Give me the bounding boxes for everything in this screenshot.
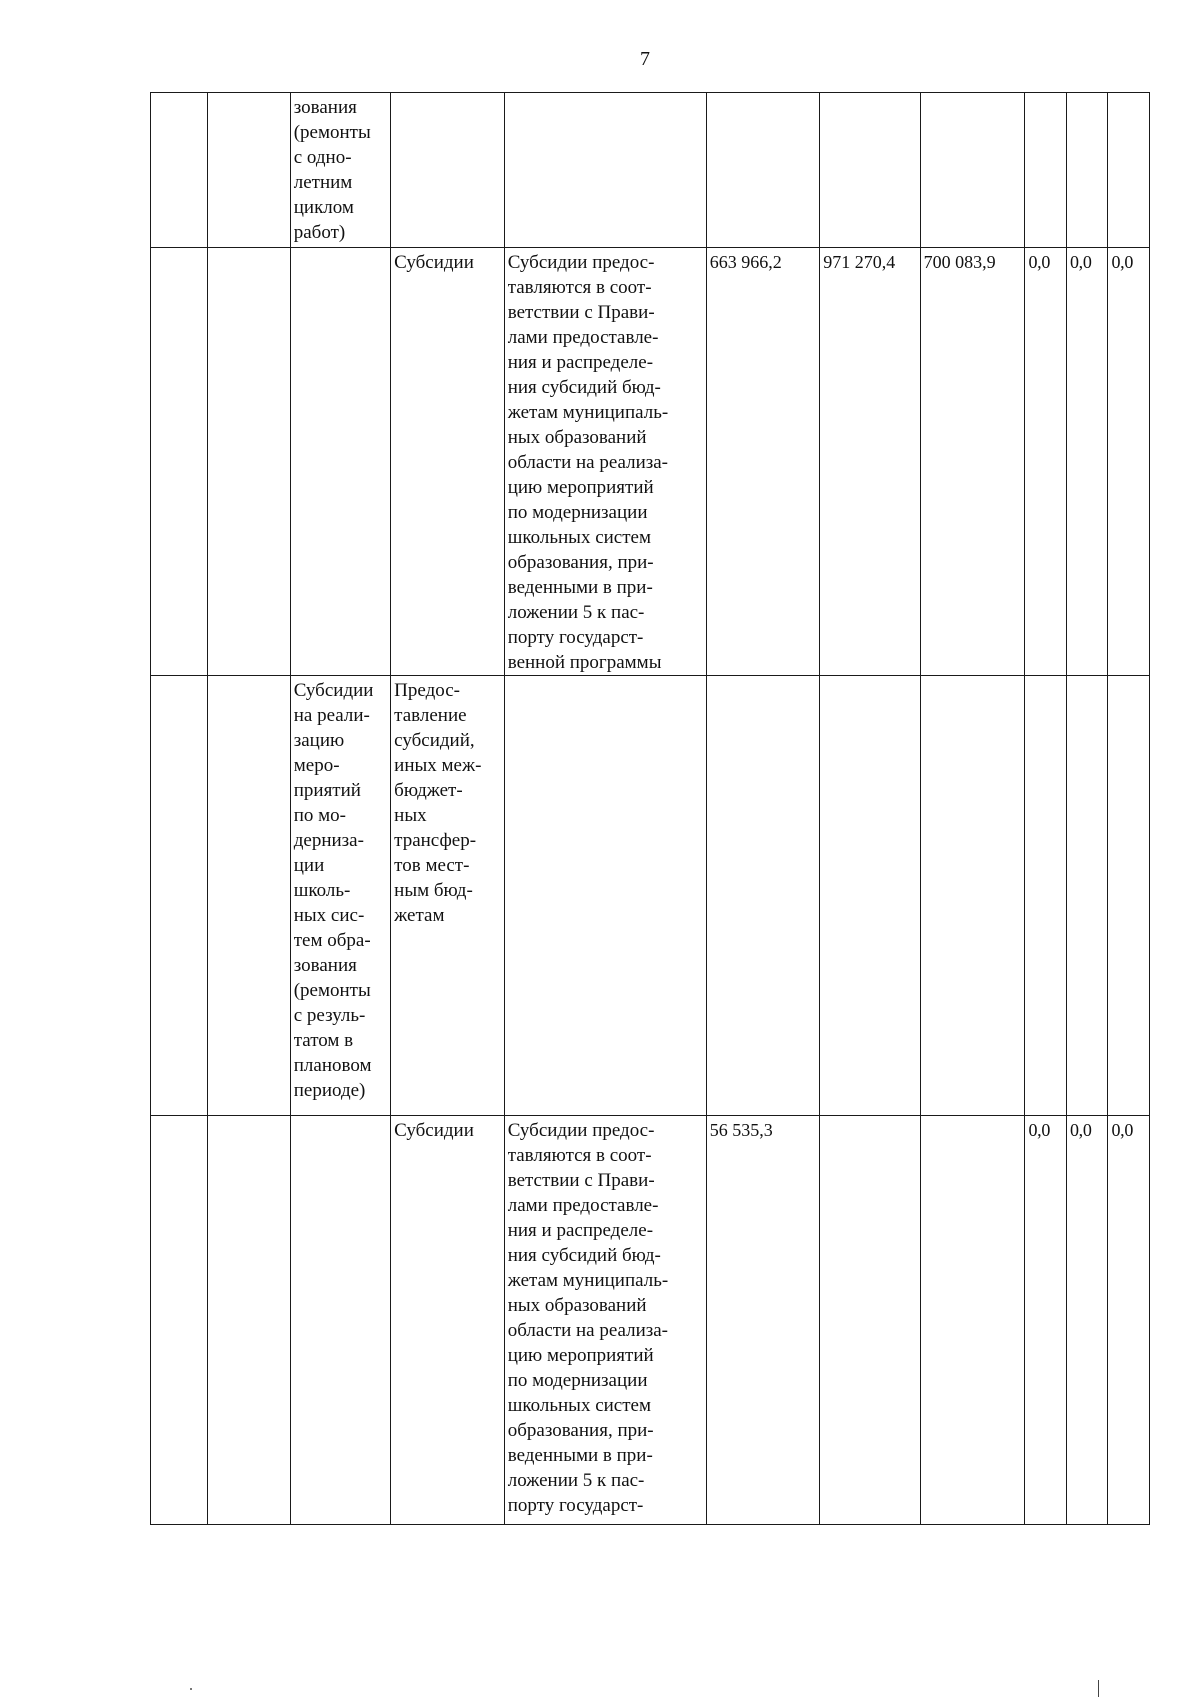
page-number: 7 bbox=[640, 48, 650, 70]
value-cell-1 bbox=[706, 1116, 820, 1525]
value-1: 56 535,3 bbox=[709, 1120, 773, 1140]
instrument-cell bbox=[391, 93, 505, 248]
table-row bbox=[151, 93, 1150, 248]
row-number-cell bbox=[151, 93, 208, 248]
code-cell bbox=[207, 676, 290, 1116]
value-cell-6 bbox=[1108, 93, 1150, 248]
event-name-cell bbox=[290, 93, 390, 248]
value-5: 0,0 bbox=[1069, 1120, 1092, 1140]
value-cell-1 bbox=[706, 248, 820, 676]
budget-table bbox=[150, 92, 1150, 1525]
value-cell-6 bbox=[1108, 676, 1150, 1116]
value-1: 663 966,2 bbox=[709, 252, 782, 272]
value-cell-3 bbox=[920, 1116, 1025, 1525]
instrument: Субсидии bbox=[394, 1120, 474, 1141]
instrument-cell bbox=[391, 1116, 505, 1525]
instrument: Предос- тавление субсидий, иных меж- бюджет- ных трансфер- тов мест- ным бюд- жетам bbox=[394, 680, 482, 926]
event-name-cell bbox=[290, 1116, 390, 1525]
table-row bbox=[151, 1116, 1150, 1525]
value-cell-6 bbox=[1108, 1116, 1150, 1525]
description-cell bbox=[504, 676, 706, 1116]
scan-artifact-dot bbox=[190, 1688, 192, 1690]
value-6: 0,0 bbox=[1111, 252, 1134, 272]
value-4: 0,0 bbox=[1028, 252, 1051, 272]
description-cell bbox=[504, 248, 706, 676]
description-cell bbox=[504, 1116, 706, 1525]
row-number-cell bbox=[151, 248, 208, 676]
code-cell bbox=[207, 1116, 290, 1525]
value-6: 0,0 bbox=[1111, 1120, 1134, 1140]
value-cell-4 bbox=[1025, 1116, 1066, 1525]
description: Субсидии предос- тавляются в соот- ветствии с Прави- лами предоставле- ния и распределе- ния субсидий бюд- жетам муниципаль- ных образований области на реализа- цию мероприятий по модернизации школьных систем образования, при- веденными в при- ложении 5 к пас- порту государст- венной программы bbox=[507, 252, 669, 673]
value-4: 0,0 bbox=[1028, 1120, 1051, 1140]
code-cell bbox=[207, 93, 290, 248]
scan-artifact-mark bbox=[1098, 1680, 1099, 1697]
value-cell-5 bbox=[1066, 248, 1107, 676]
value-cell-5 bbox=[1066, 93, 1107, 248]
row-number-cell bbox=[151, 1116, 208, 1525]
event-name: Субсидии на реали- зацию меро- приятий по мо- дерниза- ции школь- ных сис- тем обра- зования (ремонты с резуль- татом в плановом периоде) bbox=[293, 680, 374, 1101]
value-cell-3 bbox=[920, 93, 1025, 248]
value-3: 700 083,9 bbox=[923, 252, 996, 272]
value-cell-2 bbox=[820, 1116, 920, 1525]
value-cell-1 bbox=[706, 93, 820, 248]
value-cell-3 bbox=[920, 248, 1025, 676]
value-cell-4 bbox=[1025, 93, 1066, 248]
value-2: 971 270,4 bbox=[823, 252, 896, 272]
code-cell bbox=[207, 248, 290, 676]
instrument-cell bbox=[391, 248, 505, 676]
value-5: 0,0 bbox=[1069, 252, 1092, 272]
event-name-cell bbox=[290, 248, 390, 676]
instrument-cell bbox=[391, 676, 505, 1116]
row-number-cell bbox=[151, 676, 208, 1116]
value-cell-6 bbox=[1108, 248, 1150, 676]
description-cell bbox=[504, 93, 706, 248]
value-cell-4 bbox=[1025, 676, 1066, 1116]
value-cell-2 bbox=[820, 93, 920, 248]
description: Субсидии предос- тавляются в соот- ветствии с Прави- лами предоставле- ния и распределе- ния субсидий бюд- жетам муниципаль- ных образований области на реализа- цию мероприятий по модернизации школьных систем образования, при- веденными в при- ложении 5 к пас- порту государст- bbox=[507, 1120, 669, 1516]
instrument: Субсидии bbox=[394, 252, 474, 273]
value-cell-3 bbox=[920, 676, 1025, 1116]
event-name-cell bbox=[290, 676, 390, 1116]
value-cell-2 bbox=[820, 248, 920, 676]
event-name: зования (ремонты с одно- летним циклом работ) bbox=[293, 97, 371, 243]
table-row bbox=[151, 248, 1150, 676]
value-cell-5 bbox=[1066, 676, 1107, 1116]
table-row bbox=[151, 676, 1150, 1116]
value-cell-4 bbox=[1025, 248, 1066, 676]
value-cell-1 bbox=[706, 676, 820, 1116]
value-cell-5 bbox=[1066, 1116, 1107, 1525]
value-cell-2 bbox=[820, 676, 920, 1116]
